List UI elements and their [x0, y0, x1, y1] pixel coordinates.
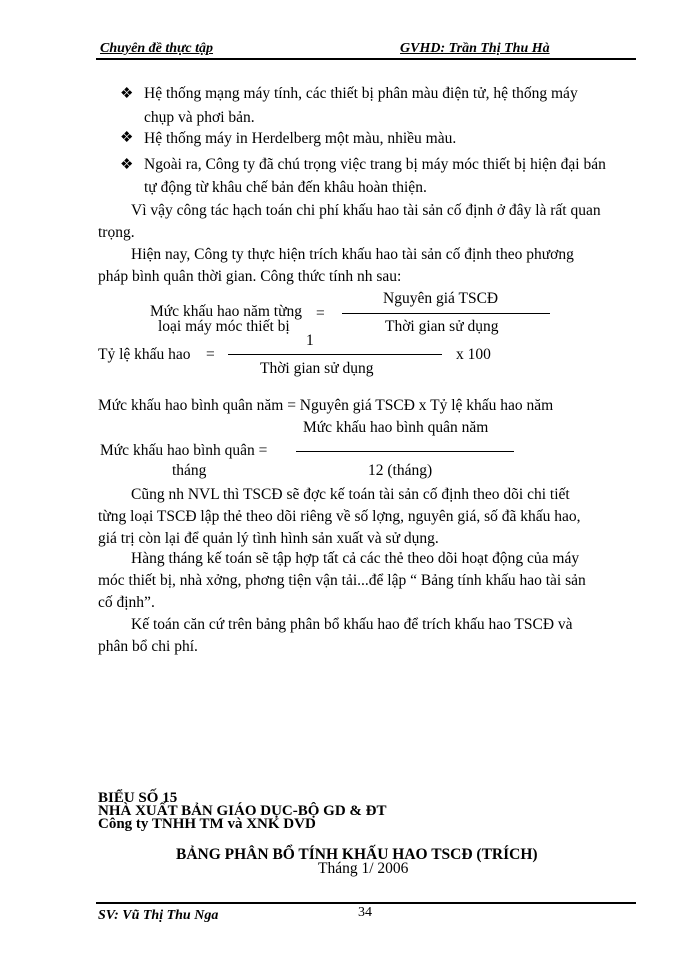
appendix-label: BIỂU SỐ 15	[98, 790, 178, 806]
footer-rule	[96, 902, 636, 904]
formula-1-lhs-line-2: loại máy móc thiết bị	[158, 318, 290, 335]
para-4-line-2: móc thiết bị, nhà xởng, phơng tiện vận tải...để lập “ Bảng tính khấu hao tài sản	[98, 572, 586, 589]
formula-4-lhs-line-2: tháng	[172, 462, 207, 479]
formula-1-denominator: Thời gian sử dụng	[385, 318, 499, 335]
formula-2-lhs: Tỷ lệ khấu hao	[98, 346, 191, 363]
para-2-line-1: Hiện nay, Công ty thực hiện trích khấu hao tài sản cố định theo phương	[131, 246, 574, 263]
para-1-line-2: trọng.	[98, 224, 135, 241]
formula-4-denominator: 12 (tháng)	[368, 462, 433, 479]
table-subtitle: Tháng 1/ 2006	[318, 860, 409, 877]
formula-1-lhs-line-1: Mức khấu hao năm từng	[150, 303, 302, 320]
bullet-2-line-1: Hệ thống máy in Herdelberg một màu, nhiều màu.	[144, 130, 457, 147]
formula-2-numerator: 1	[306, 332, 314, 349]
para-3-line-3: giá trị còn lại để quản lý tình hình sản xuất và sử dụng.	[98, 530, 439, 547]
bullet-1-line-2: chụp và phơi bản.	[144, 109, 255, 126]
para-2-line-2: pháp bình quân thời gian. Công thức tính nh sau:	[98, 268, 402, 285]
formula-2-denominator: Thời gian sử dụng	[260, 360, 374, 377]
bullet-3-line-1: Ngoài ra, Công ty đã chú trọng việc trang bị máy móc thiết bị hiện đại bán	[144, 156, 606, 173]
formula-1-fraction-bar	[342, 313, 550, 314]
formula-3-text: Mức khấu hao bình quân năm = Nguyên giá TSCĐ x Tỷ lệ khấu hao năm	[98, 397, 554, 414]
table-title: BẢNG PHÂN BỔ TÍNH KHẤU HAO TSCĐ (TRÍCH)	[176, 846, 538, 863]
formula-1-equals: =	[316, 305, 325, 322]
formula-4-lhs-line-1: Mức khấu hao bình quân =	[100, 442, 268, 459]
four-diamond-bullet-icon: ❖	[120, 157, 134, 173]
header-rule	[96, 58, 636, 60]
appendix-publisher: NHÀ XUẤT BẢN GIÁO DỤC-BỘ GD & ĐT	[98, 803, 387, 819]
formula-4-fraction-bar	[296, 451, 514, 452]
para-4-line-1: Hàng tháng kế toán sẽ tập hợp tất cả các thẻ theo dõi hoạt động của máy	[131, 550, 580, 567]
four-diamond-bullet-icon: ❖	[120, 86, 134, 102]
para-3-line-1: Cũng nh NVL thì TSCĐ sẽ đợc kế toán tài sản cố định theo dõi chi tiết	[131, 486, 570, 503]
formula-1-numerator: Nguyên giá TSCĐ	[383, 290, 499, 307]
formula-2-fraction-bar	[228, 354, 442, 355]
page-number: 34	[358, 905, 372, 920]
bullet-3-line-2: tự động từ khâu chế bản đến khâu hoàn thiện.	[144, 179, 427, 196]
para-3-line-2: từng loại TSCĐ lập thẻ theo dõi riêng về số lợng, nguyên giá, số đã khấu hao,	[98, 508, 581, 525]
para-4-line-3: cố định”.	[98, 594, 155, 611]
para-5-line-2: phân bổ chi phí.	[98, 638, 198, 655]
four-diamond-bullet-icon: ❖	[120, 130, 134, 146]
formula-2-equals: =	[206, 346, 215, 363]
para-5-line-1: Kế toán căn cứ trên bảng phân bổ khấu hao để trích khấu hao TSCĐ và	[131, 616, 573, 633]
para-1-line-1: Vì vậy công tác hạch toán chi phí khấu hao tài sản cố định ở đây là rất quan	[131, 202, 601, 219]
formula-2-multiplier: x 100	[456, 346, 491, 363]
formula-4-numerator: Mức khấu hao bình quân năm	[303, 419, 489, 436]
footer-author: SV: Vũ Thị Thu Nga	[98, 908, 219, 923]
bullet-1-line-1: Hệ thống mạng máy tính, các thiết bị phân màu điện tử, hệ thống máy	[144, 85, 578, 102]
appendix-company: Công ty TNHH TM và XNK DVD	[98, 816, 316, 832]
header-right: GVHD: Trần Thị Thu Hà	[400, 41, 550, 56]
header-left: Chuyên đề thực tập	[100, 41, 214, 56]
